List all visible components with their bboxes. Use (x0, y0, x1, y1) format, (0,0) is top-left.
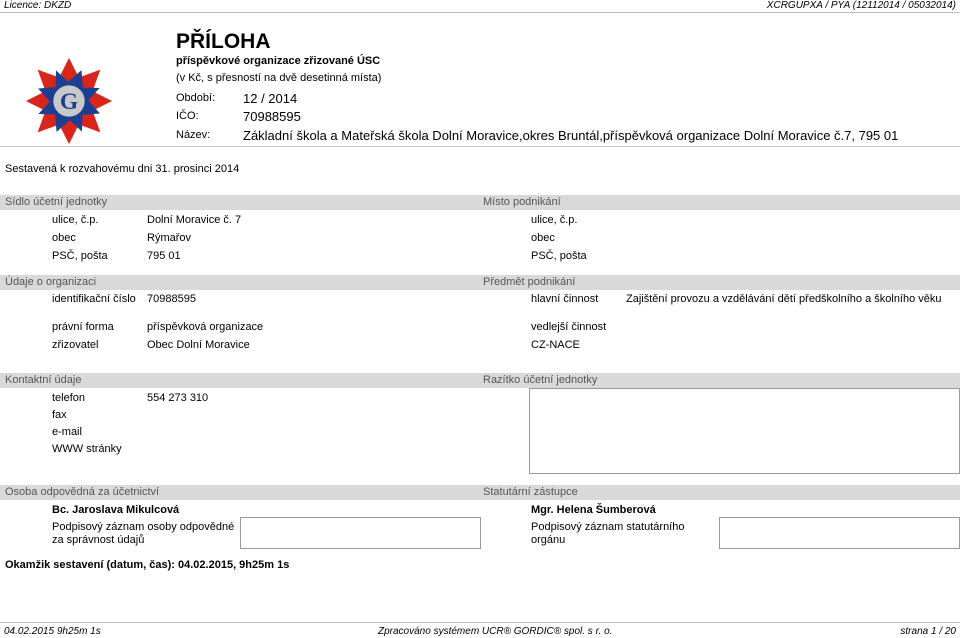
misto-street-label: ulice, č.p. (531, 214, 578, 226)
stamp-box (529, 388, 960, 474)
section-header-razitko: Razítko účetní jednotky (478, 373, 960, 388)
section-header-misto: Místo podnikání (478, 195, 960, 210)
section-header-predmet: Předmět podnikání (478, 275, 960, 290)
sidlo-city-value: Rýmařov (147, 232, 192, 244)
section-header-kontakt: Kontaktní údaje (0, 373, 480, 388)
logo-letter: G (59, 88, 79, 115)
web-label: WWW stránky (52, 443, 122, 455)
organization-name: Základní škola a Mateřská škola Dolní Moravice,okres Bruntál,příspěvková organizace Dolní Moravice č.7, 795 01 (243, 128, 899, 143)
legal-form-value: příspěvková organizace (147, 321, 264, 333)
accountant-signature-label: Podpisový záznam osoby odpovědné za správnost údajů (52, 521, 235, 546)
statutory-signature-label: Podpisový záznam statutárního orgánu (531, 521, 685, 546)
id-value: 70988595 (147, 293, 196, 305)
nace-label: CZ-NACE (531, 339, 580, 351)
page-subtitle: příspěvkové organizace zřizované ÚSC (176, 55, 381, 67)
sidlo-zip-value: 795 01 (147, 250, 181, 262)
section-header-osoba: Osoba odpovědná za účetnictví (0, 485, 480, 500)
footer-datetime: 04.02.2015 9h25m 1s (4, 626, 101, 637)
section-header-udaje: Údaje o organizaci (0, 275, 480, 290)
main-activity-label: hlavní činnost (531, 293, 599, 305)
gordic-logo (20, 52, 118, 150)
compiled-date: Sestavená k rozvahovému dni 31. prosinci 2014 (5, 163, 240, 175)
email-label: e-mail (52, 426, 82, 438)
statutory-signature-box (719, 517, 960, 549)
license-text: Licence: DKZD (4, 0, 72, 11)
side-activity-label: vedlejší činnost (531, 321, 607, 333)
footer-strip (0, 622, 960, 638)
compilation-moment: Okamžik sestavení (datum, čas): 04.02.2015, 9h25m 1s (5, 559, 290, 571)
phone-label: telefon (52, 392, 86, 404)
name-label: Název: (176, 129, 211, 141)
founder-label: zřizovatel (52, 339, 99, 351)
page-title: PŘÍLOHA (176, 30, 271, 53)
section-header-sidlo: Sídlo účetní jednotky (0, 195, 480, 210)
ico-label: IČO: (176, 110, 199, 122)
sidlo-street-label: ulice, č.p. (52, 214, 99, 226)
footer-system: Zpracováno systémem UCR® GORDIC® spol. s r. o. (378, 626, 613, 637)
fax-label: fax (52, 409, 67, 421)
misto-city-label: obec (531, 232, 555, 244)
accountant-name: Bc. Jaroslava Mikulcová (52, 504, 180, 516)
ico-value: 70988595 (243, 109, 301, 124)
section-header-statutar: Statutární zástupce (478, 485, 960, 500)
id-label: identifikační číslo (52, 293, 136, 305)
statutory-name: Mgr. Helena Šumberová (531, 504, 656, 516)
sidlo-zip-label: PSČ, pošta (52, 250, 108, 262)
top-strip (0, 0, 960, 13)
period-value: 12 / 2014 (243, 91, 298, 106)
footer-page: strana 1 / 20 (900, 626, 956, 637)
sidlo-city-label: obec (52, 232, 76, 244)
units-note: (v Kč, s přesností na dvě desetinná místa) (176, 72, 382, 84)
misto-zip-label: PSČ, pošta (531, 250, 587, 262)
main-activity-value: Zajištění provozu a vzdělávání dětí předškolního a školního věku (626, 293, 942, 305)
accountant-signature-box (240, 517, 481, 549)
document-code: XCRGUPXA / PYA (12112014 / 05032014) (766, 0, 956, 11)
phone-value: 554 273 310 (147, 392, 209, 404)
sidlo-street-value: Dolní Moravice č. 7 (147, 214, 242, 226)
divider (0, 146, 960, 147)
period-label: Období: (176, 92, 216, 104)
founder-value: Obec Dolní Moravice (147, 339, 250, 351)
legal-form-label: právní forma (52, 321, 114, 333)
